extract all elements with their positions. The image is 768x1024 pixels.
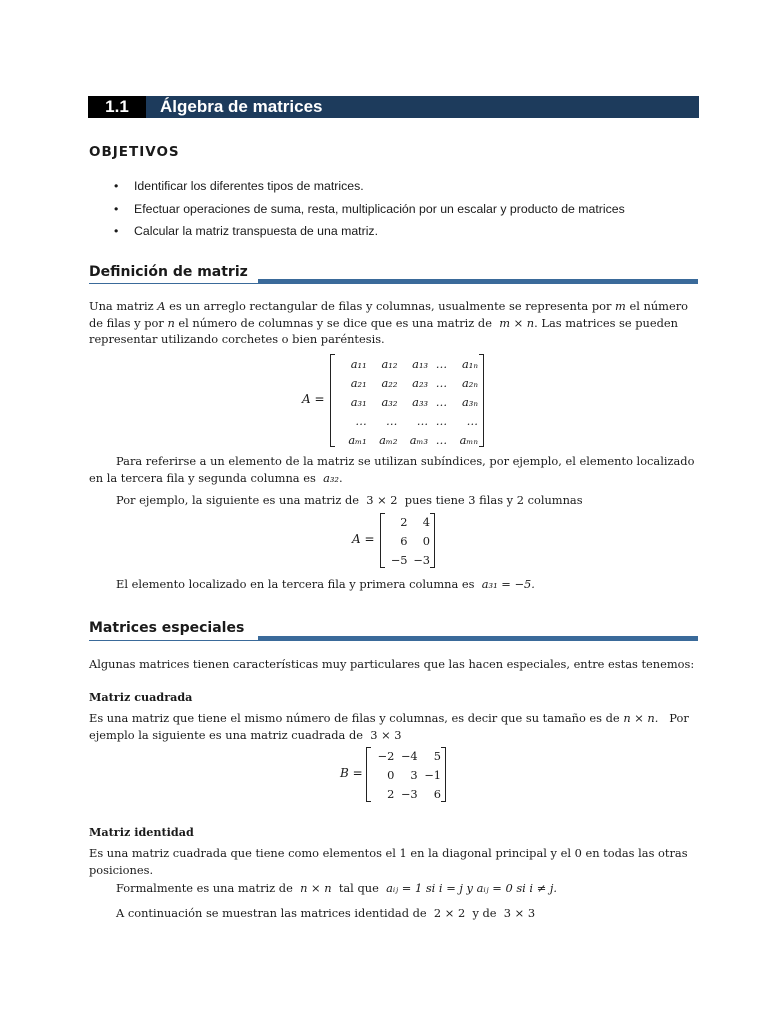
subscript-paragraph: Para referirse a un elemento de la matriz se utilizan subíndices, por ejemplo, el elemento localizado en la tercera fila y segunda columna es a₃₂. [89,454,695,485]
especiales-intro: Algunas matrices tienen características muy particulares que las hacen especiales, entre estas tenemos: [89,657,695,671]
matrix-cell: … [355,413,367,428]
bullet-icon: • [114,224,119,238]
matrix-cell: −4 [400,748,418,763]
matrix-cell: aₘ₂ [379,432,398,447]
formal-paragraph: Formalmente es una matriz de n × n tal que aᵢⱼ = 1 si i = j y aᵢⱼ = 0 si i ≠ j. [116,881,558,895]
matrix-cell: aₘ₁ [348,432,367,447]
identidad-paragraph: Es una matriz cuadrada que tiene como elementos el 1 en la diagonal principal y el 0 en todas las otras posiciones. [89,846,688,877]
matrix-row [371,746,441,765]
matrix-cell: … [466,413,478,428]
bullet-icon: • [114,201,119,216]
continuation-paragraph: A continuación se muestran las matrices identidad de 2 × 2 y de 3 × 3 [116,906,536,920]
matrix-row [385,512,430,531]
cuadrada-paragraph: Es una matriz que tiene el mismo número de filas y columnas, es decir que su tamaño es de n × n. Por ejemplo la siguiente es una matriz cuadrada de 3 × 3 [89,711,689,742]
element-paragraph: El elemento localizado en la tercera fila y primera columna es a₃₁ = −5. [116,577,535,591]
objectives-list [112,178,625,246]
matrix-row [385,550,430,569]
matrix-cell: 0 [422,533,430,548]
matrix-row [336,354,478,373]
matrix-row [371,784,441,803]
matrix-cell: … [435,413,448,428]
matrix-cell: 2 [387,786,395,801]
matrix-cell: a₃₃ [412,394,429,409]
chapter-number: 1.1 [88,96,146,118]
matrix-cell: a₁₂ [381,356,398,371]
matrix-row [336,430,478,449]
matrix-cell: −2 [377,748,395,763]
matrix-cell: … [435,432,448,447]
matrix-cell: aₘ₃ [409,432,429,447]
matrix-cell: 3 [410,767,418,782]
matrix-cell: 4 [422,514,430,529]
square-matrix-b [366,747,446,802]
general-matrix [330,354,484,447]
subheading-cuadrada: Matriz cuadrada [89,690,193,704]
chapter-title: Álgebra de matrices [160,97,323,116]
section-rule-thin [89,283,698,284]
matrix-row [336,411,478,430]
matrix-row [385,531,430,550]
matrix-cell: 5 [433,748,441,763]
matrix-cell: 0 [387,767,395,782]
matrix-cell: 6 [433,786,441,801]
matrix-cell: a₃₁ [350,394,367,409]
matrix-cell: … [435,356,448,371]
section-heading-especiales: Matrices especiales [89,620,245,636]
matrix-cell: −5 [390,552,408,567]
bullet-icon: • [114,179,119,193]
matrix-cell: 2 [400,514,408,529]
matrix-cell: … [435,375,448,390]
example-paragraph: Por ejemplo, la siguiente es una matriz de 3 × 2 pues tiene 3 filas y 2 columnas [116,493,583,507]
matrix-cell: a₁₁ [350,356,367,371]
matrix-label: A = [302,392,325,406]
section-rule-thin [89,640,698,641]
matrix-label: A = [352,532,375,546]
example-matrix-a [380,513,435,568]
matrix-row [336,392,478,411]
matrix-cell: aₘₙ [459,432,478,447]
matrix-cell: a₃ₙ [462,394,478,409]
matrix-cell: a₃₂ [381,394,398,409]
matrix-cell: a₁ₙ [462,356,478,371]
matrix-cell: a₂ₙ [462,375,478,390]
matrix-label: B = [340,766,363,780]
matrix-cell: … [435,394,448,409]
matrix-cell: a₂₂ [381,375,398,390]
matrix-cell: a₁₃ [412,356,429,371]
matrix-row [371,765,441,784]
matrix-cell: −3 [400,786,418,801]
definition-paragraph: Una matriz A es un arreglo rectangular de filas y columnas, usualmente se representa por m el número de filas y por n el número de columnas y se dice que es una matriz de m × n. Las matrices se pueden representar utilizando corchetes o bien paréntesis. [89,299,689,346]
subheading-identidad: Matriz identidad [89,825,194,839]
matrix-cell: … [386,413,398,428]
matrix-cell: … [416,413,429,428]
matrix-cell: a₂₃ [412,375,429,390]
list-item: • Efectuar operaciones de suma, resta, multiplicación por un escalar y producto de matrices [114,201,625,216]
matrix-cell: a₂₁ [350,375,367,390]
matrix-cell: −3 [413,552,430,567]
matrix-cell: 6 [400,533,408,548]
list-item: • Identificar los diferentes tipos de matrices. [114,179,364,193]
matrix-cell: −1 [424,767,441,782]
list-item: • Calcular la matriz transpuesta de una matriz. [114,224,378,238]
matrix-row [336,373,478,392]
objectives-heading: OBJETIVOS [89,144,180,160]
section-heading-definicion: Definición de matriz [89,264,248,280]
